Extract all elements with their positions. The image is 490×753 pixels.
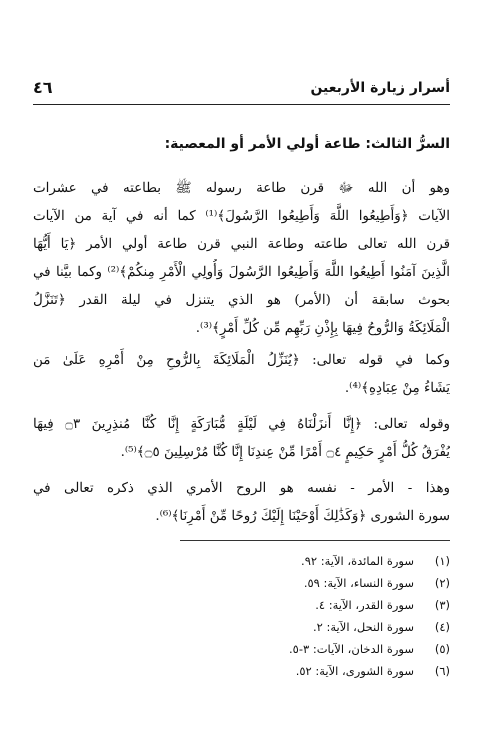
footnote-item xyxy=(190,572,450,594)
footnote-item xyxy=(190,638,450,660)
body-line: وهذا - الأمر - نفسه هو الروح الأمري الذي ذكره تعالى في xyxy=(33,481,450,496)
footnote-number: (٣) xyxy=(434,598,450,612)
body-line: بحوث سابقة أن (الأمر) هو الذي يتنزل في ليلة القدر ﴿تَنَزَّلُ xyxy=(33,293,450,308)
footnote-text: سورة القدر، الآية: ٤. xyxy=(315,598,414,612)
body-line: الْمَلَائِكَةُ وَالرُّوحُ فِيهَا بِإِذْنِ رَبِّهِم مِّن كُلِّ أَمْرٍ﴾⁽³⁾. xyxy=(195,321,450,336)
footnote-item xyxy=(190,660,450,682)
body-line: قرن الله تعالى طاعته وطاعة النبي قرن طاعة أولي الأمر ﴿يَا أَيُّهَا xyxy=(33,237,450,252)
body-line: سورة الشورى ﴿وَكَذَٰلِكَ أَوْحَيْنَا إِلَيْكَ رُوحًا مِّنْ أَمْرِنَا﴾⁽⁶⁾. xyxy=(155,509,450,524)
body-line: يَشَاءُ مِنْ عِبَادِهِ﴾⁽⁴⁾. xyxy=(344,381,450,396)
footnote-item xyxy=(190,594,450,616)
footnote-number: (١) xyxy=(434,554,450,568)
section-heading: السرُّ الثالث: طاعة أولي الأمر أو المعصية: xyxy=(164,136,450,152)
footnote-item xyxy=(190,550,450,572)
footnote-number: (٥) xyxy=(434,642,450,656)
body-line: وكما في قوله تعالى: ﴿يُنَزِّلُ الْمَلَائِكَةَ بِالرُّوحِ مِنْ أَمْرِهِ عَلَىٰ مَن xyxy=(33,353,450,368)
footnotes xyxy=(190,550,450,682)
footnote-text: سورة المائدة، الآية: ٩٢. xyxy=(301,554,414,568)
body-line: وهو أن الله ﷻ قرن طاعة رسوله ﷺ بطاعته في عشرات xyxy=(33,181,450,196)
body-line: وقوله تعالى: ﴿إِنَّا أَنزَلْنَاهُ فِي لَيْلَةٍ مُّبَارَكَةٍ إِنَّا كُنَّا مُنذِرِينَ ۝٣ فِيهَا xyxy=(33,417,450,432)
footnote-number: (٦) xyxy=(434,664,450,678)
page-number: ٤٦ xyxy=(33,78,53,97)
body-line: الآيات ﴿وَأَطِيعُوا اللَّهَ وَأَطِيعُوا الرَّسُولَ﴾⁽¹⁾ كما أنه في آية من الآيات xyxy=(33,209,450,224)
footnote-item xyxy=(190,616,450,638)
footnote-divider xyxy=(180,540,450,541)
footnote-text: سورة النحل، الآية: ٢. xyxy=(313,620,414,634)
footnote-text: سورة الدخان، الآيات: ٣-٥. xyxy=(289,642,414,656)
body-line: الَّذِينَ آمَنُوا أَطِيعُوا اللَّهَ وَأَطِيعُوا الرَّسُولَ وَأُولِي الْأَمْرِ مِنكُمْ﴾⁽²⁾ وكما بيَّنا في xyxy=(33,265,450,280)
footnote-number: (٤) xyxy=(434,620,450,634)
running-title: أسرار زيارة الأربعين xyxy=(310,80,450,96)
footnote-text: سورة الشورى، الآية: ٥٢. xyxy=(295,664,414,678)
footnote-text: سورة النساء، الآية: ٥٩. xyxy=(303,576,414,590)
body-line: يُفْرَقُ كُلُّ أَمْرٍ حَكِيمٍ ۝٤ أَمْرًا مِّنْ عِندِنَا إِنَّا كُنَّا مُرْسِلِينَ ۝٥﴾⁽⁵⁾. xyxy=(120,445,450,460)
footnote-number: (٢) xyxy=(434,576,450,590)
page-header xyxy=(33,78,450,105)
